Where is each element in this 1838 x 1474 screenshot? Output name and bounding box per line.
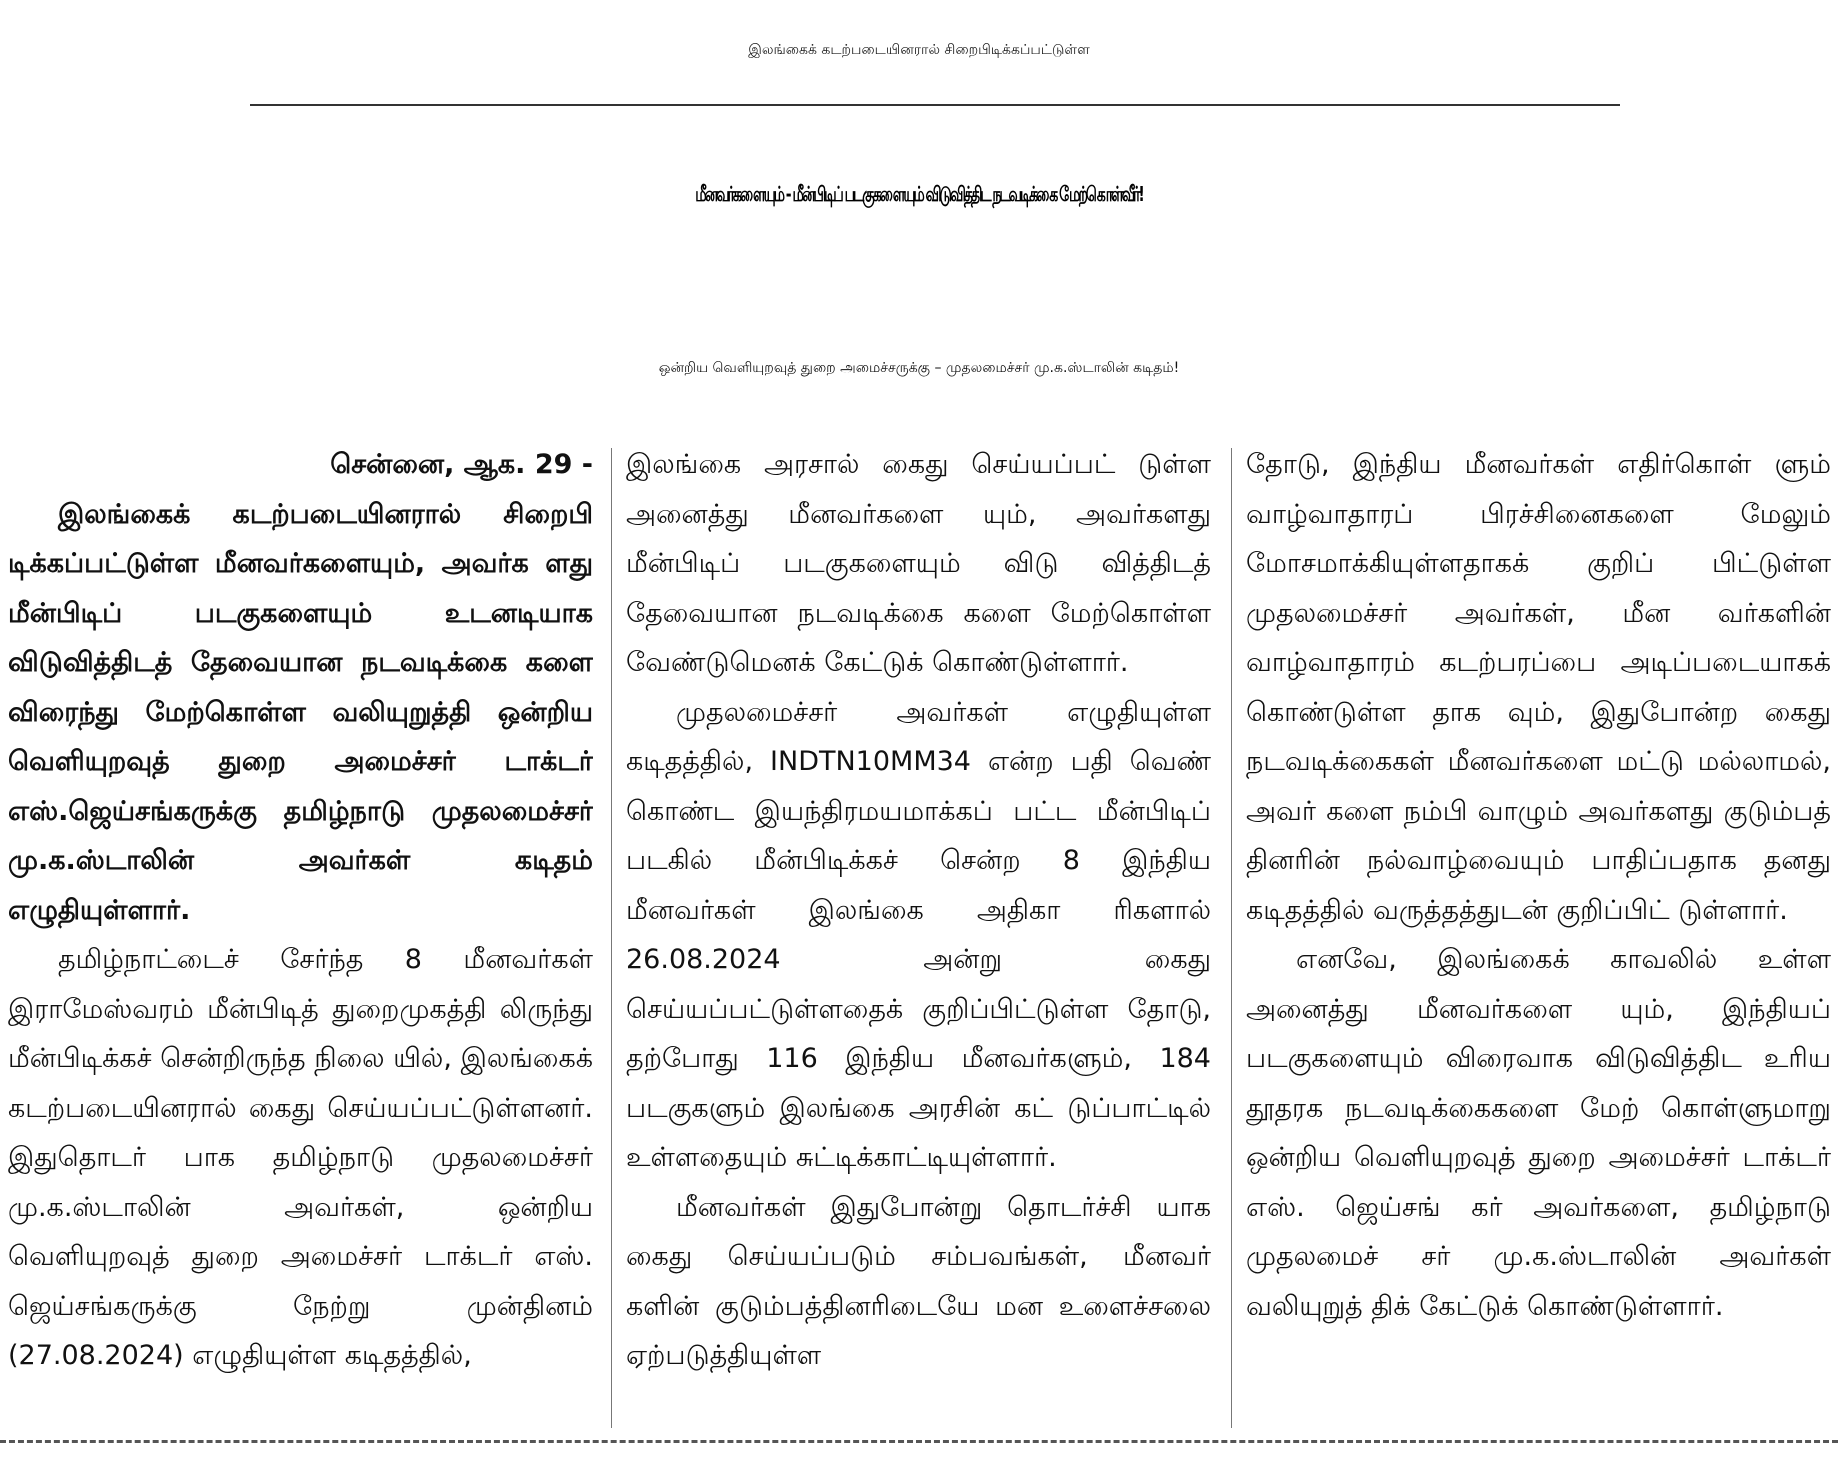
paragraph: எனவே, இலங்கைக் காவலில் உள்ள அனைத்து மீனவர்களை யும், இந்தியப் படகுகளையும் விரைவாக விடுவித்திட உரிய தூதரக நடவடிக்கைகளை மேற் கொள்ளுமாறு ஒன்றிய வெளியுறவுத் துறை அமைச்சர் டாக்டர் எஸ். ஜெய்சங் கர் அவர்களை, தமிழ்நாடு முதலமைச் சர் மு.க.ஸ்டாலின் அவர்கள் வலியுறுத் திக் கேட்டுக் கொண்டுள்ளார். — [1246, 944, 1831, 1322]
paragraph-continued: இலங்கை அரசால் கைது செய்யப்பட் டுள்ள அனைத்து மீனவர்களை யும், அவர்களது மீன்பிடிப் படகுகளையும் விடு வித்திடத் தேவையான நடவடிக்கை களை மேற்கொள்ள வேண்டுமெனக் கேட்டுக் கொண்டுள்ளார். — [626, 449, 1211, 678]
paragraph: முதலமைச்சர் அவர்கள் எழுதியுள்ள கடிதத்தில், INDTN10MM34 என்ற பதி வெண் கொண்ட இயந்திரமயமாக்கப் பட்ட மீன்பிடிப் படகில் மீன்பிடிக்கச் சென்ற 8 இந்திய மீனவர்கள் இலங்கை அதிகா ரிகளால் 26.08.2024 அன்று கைது செய்யப்பட்டுள்ளதைக் குறிப்பிட்டுள்ள தோடு, தற்போது 116 இந்திய மீனவர்களும், 184 படகுகளும் இலங்கை அரசின் கட் டுப்பாட்டில் உள்ளதையும் சுட்டிக்காட்டியுள்ளார். — [626, 696, 1211, 1173]
lead-paragraph: இலங்கைக் கடற்படையினரால் சிறைபி டிக்கப்பட்டுள்ள மீனவர்களையும், அவர்க ளது மீன்பிடிப் படகுகளையும் உடனடியாக விடுவித்திடத் தேவையான நடவடிக்கை களை விரைந்து மேற்கொள்ள வலியுறுத்தி ஒன்றிய வெளியுறவுத் துறை அமைச்சர் டாக்டர் எஸ்.ஜெய்சங்கருக்கு தமிழ்நாடு முதலமைச்சர் மு.க.ஸ்டாலின் அவர்கள் கடிதம் எழுதியுள்ளார். — [8, 498, 593, 926]
column-divider — [611, 448, 612, 1428]
kicker-heading: இலங்கைக் கடற்படையினரால் சிறைபிடிக்கப்பட்டுள்ள — [748, 42, 1090, 58]
column-2 — [626, 440, 1211, 1430]
sub-headline: ஒன்றிய வெளியுறவுத் துறை அமைச்சருக்கு – முதலமைச்சர் மு.க.ஸ்டாலின் கடிதம்! — [658, 360, 1180, 376]
column-3 — [1246, 440, 1831, 1430]
cut-line — [0, 1440, 1838, 1443]
article-body — [8, 440, 1830, 1430]
paragraph-continued: தோடு, இந்திய மீனவர்கள் எதிர்கொள் ளும் வாழ்வாதாரப் பிரச்சினைகளை மேலும் மோசமாக்கியுள்ளதாகக் குறிப் பிட்டுள்ள முதலமைச்சர் அவர்கள், மீன வர்களின் வாழ்வாதாரம் கடற்பரப்பை அடிப்படையாகக் கொண்டுள்ள தாக வும், இதுபோன்ற கைது நடவடிக்கைகள் மீனவர்களை மட்டு மல்லாமல், அவர் களை நம்பி வாழும் அவர்களது குடும்பத் தினரின் நல்வாழ்வையும் பாதிப்பதாக தனது கடிதத்தில் வருத்தத்துடன் குறிப்பிட் டுள்ளார். — [1246, 449, 1831, 926]
column-1 — [8, 440, 593, 1430]
main-headline: மீனவர்களையும் - மீன்பிடிப் படகுகளையும் விடுவித்திட நடவடிக்கை மேற்கொள்வீர்! — [695, 183, 1143, 207]
column-divider — [1231, 448, 1232, 1428]
paragraph: மீனவர்கள் இதுபோன்று தொடர்ச்சி யாக கைது செய்யப்படும் சம்பவங்கள், மீனவர் களின் குடும்பத்தினரிடையே மன உளைச்சலை ஏற்படுத்தியுள்ள — [626, 1191, 1211, 1371]
dateline: சென்னை, ஆக. 29 - — [330, 449, 593, 480]
paragraph: தமிழ்நாட்டைச் சேர்ந்த 8 மீனவர்கள் இராமேஸ்வரம் மீன்பிடித் துறைமுகத்தி லிருந்து மீன்பிடிக்கச் சென்றிருந்த நிலை யில், இலங்கைக் கடற்படையினரால் கைது செய்யப்பட்டுள்ளனர். இதுதொடர் பாக தமிழ்நாடு முதலமைச்சர் மு.க.ஸ்டாலின் அவர்கள், ஒன்றிய வெளியுறவுத் துறை அமைச்சர் டாக்டர் எஸ். ஜெய்சங்கருக்கு நேற்று முன்தினம் (27.08.2024) எழுதியுள்ள கடிதத்தில், — [8, 944, 593, 1371]
